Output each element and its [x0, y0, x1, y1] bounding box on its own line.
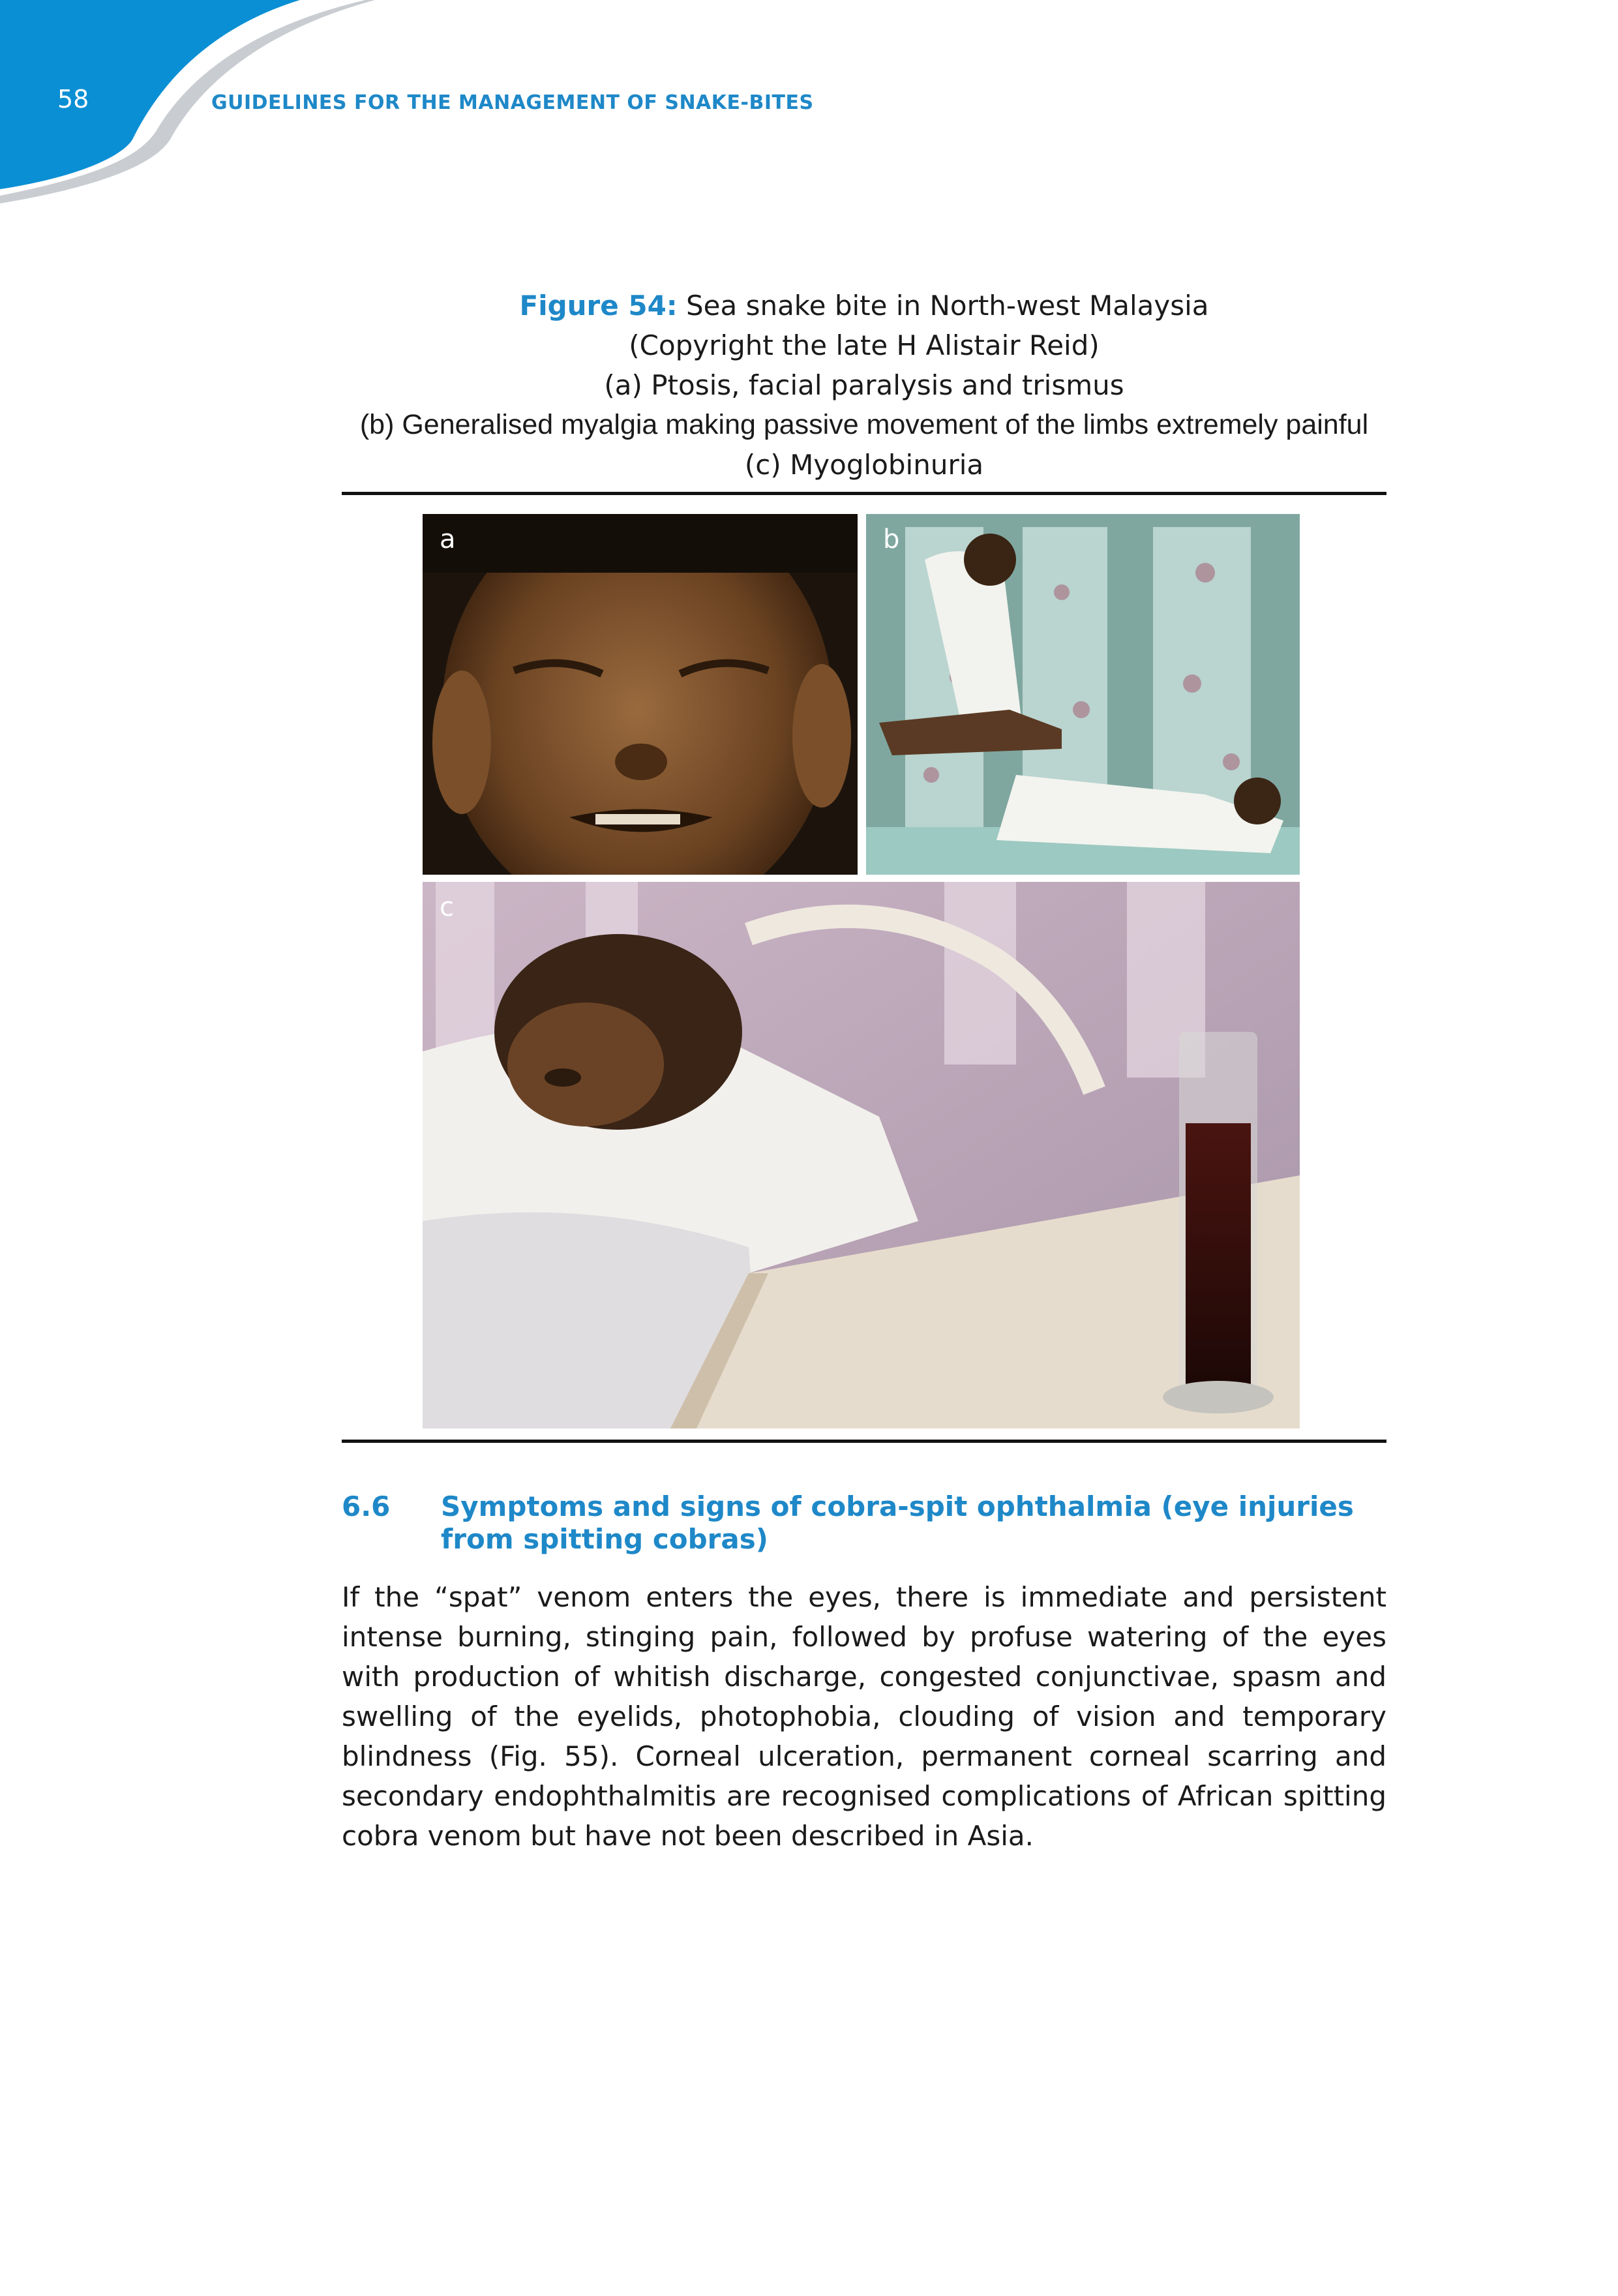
caption-b: (b) Generalised myalgia making passive movement of the limbs extremely painful — [359, 409, 1369, 440]
caption-a: (a) Ptosis, facial paralysis and trismus — [604, 369, 1124, 401]
figure-title: Sea snake bite in North-west Malaysia — [685, 290, 1209, 322]
section-body-paragraph: If the “spat” venom enters the eyes, there is immediate and persistent intense burning, stinging pain, followed by profuse watering of the eyes with production of whitish discharge, congested conjunctivae, spasm and swelling of the eyelids, photophobia, clouding of vision and temporary blindness (Fig. 55). Corneal ulceration, permanent corneal scarring and secondary endophthalmitis are recognised complications of African spitting cobra venom but have not been described in Asia. — [342, 1581, 1386, 1852]
panel-label-a: a — [440, 524, 456, 554]
panel-label-b: b — [883, 524, 900, 554]
photo-c-myoglobinuria-image — [423, 882, 1300, 1428]
figure-caption — [342, 286, 1386, 485]
photo-panel-a — [423, 514, 858, 875]
caption-title-line — [342, 286, 1386, 325]
figure-top-rule — [342, 492, 1386, 495]
photo-panel-b — [866, 514, 1300, 875]
running-header: GUIDELINES FOR THE MANAGEMENT OF SNAKE-BITES — [211, 91, 814, 114]
section-title: Symptoms and signs of cobra-spit ophthalmia (eye injuries from spitting cobras) — [441, 1490, 1354, 1555]
section-number: 6.6 — [342, 1490, 391, 1522]
figure-copyright: (Copyright the late H Alistair Reid) — [629, 329, 1100, 361]
caption-c: (c) Myoglobinuria — [744, 449, 984, 481]
photo-b-examination-image — [866, 514, 1300, 875]
photo-panel-c — [423, 882, 1300, 1428]
panel-label-c: c — [440, 892, 454, 922]
figure-bottom-rule — [342, 1440, 1386, 1443]
figure-label: Figure 54: — [519, 290, 678, 322]
photo-a-face-image — [423, 514, 858, 875]
page-number: 58 — [57, 85, 89, 113]
